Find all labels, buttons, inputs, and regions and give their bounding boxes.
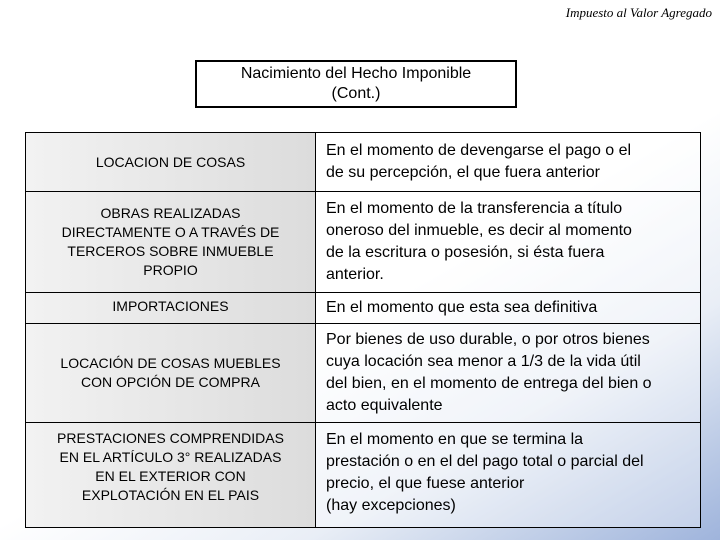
row-description-text: En el momento en que se termina la prestación o en el del pago total o parcial del precio, el que fuese anterior (hay excepciones) [326, 431, 644, 514]
table-row [26, 133, 700, 191]
title-line-1: Nacimiento del Hecho Imponible [240, 65, 472, 82]
title-line-2: (Cont.) [331, 85, 381, 102]
row-description-text: En el momento de la transferencia a título oneroso del inmueble, es decir al momento de la escritura o posesión, si ésta fuera anterior. [326, 200, 632, 283]
table-row [26, 292, 700, 323]
title-box [195, 60, 517, 108]
row-label: IMPORTACIONES [26, 293, 316, 323]
row-description [316, 324, 700, 422]
row-description-text: En el momento de devengarse el pago o el de su percepción, el que fuera anterior [326, 142, 632, 181]
row-description [316, 133, 700, 191]
header-text: Impuesto al Valor Agregado [565, 5, 712, 20]
row-description [316, 423, 700, 527]
row-label: LOCACIÓN DE COSAS MUEBLES CON OPCIÓN DE COMPRA [26, 324, 316, 422]
row-label: PRESTACIONES COMPRENDIDAS EN EL ARTÍCULO 3° REALIZADAS EN EL EXTERIOR CON EXPLOTACIÓN EN EL PAIS [26, 423, 316, 527]
row-description-text: Por bienes de uso durable, o por otros bienes cuya locación sea menor a 1/3 de la vida útil del bien, en el momento de entrega del bien o acto equivalente [326, 331, 652, 414]
table-row [26, 422, 700, 527]
row-description [316, 293, 700, 323]
row-label: OBRAS REALIZADAS DIRECTAMENTE O A TRAVÉS DE TERCEROS SOBRE INMUEBLE PROPIO [26, 192, 316, 292]
row-description-text: En el momento que esta sea definitiva [326, 299, 598, 316]
row-description [316, 192, 700, 292]
table-row [26, 191, 700, 292]
row-label: LOCACION DE COSAS [26, 133, 316, 191]
hecho-imponible-table [25, 132, 701, 528]
table-row [26, 323, 700, 422]
